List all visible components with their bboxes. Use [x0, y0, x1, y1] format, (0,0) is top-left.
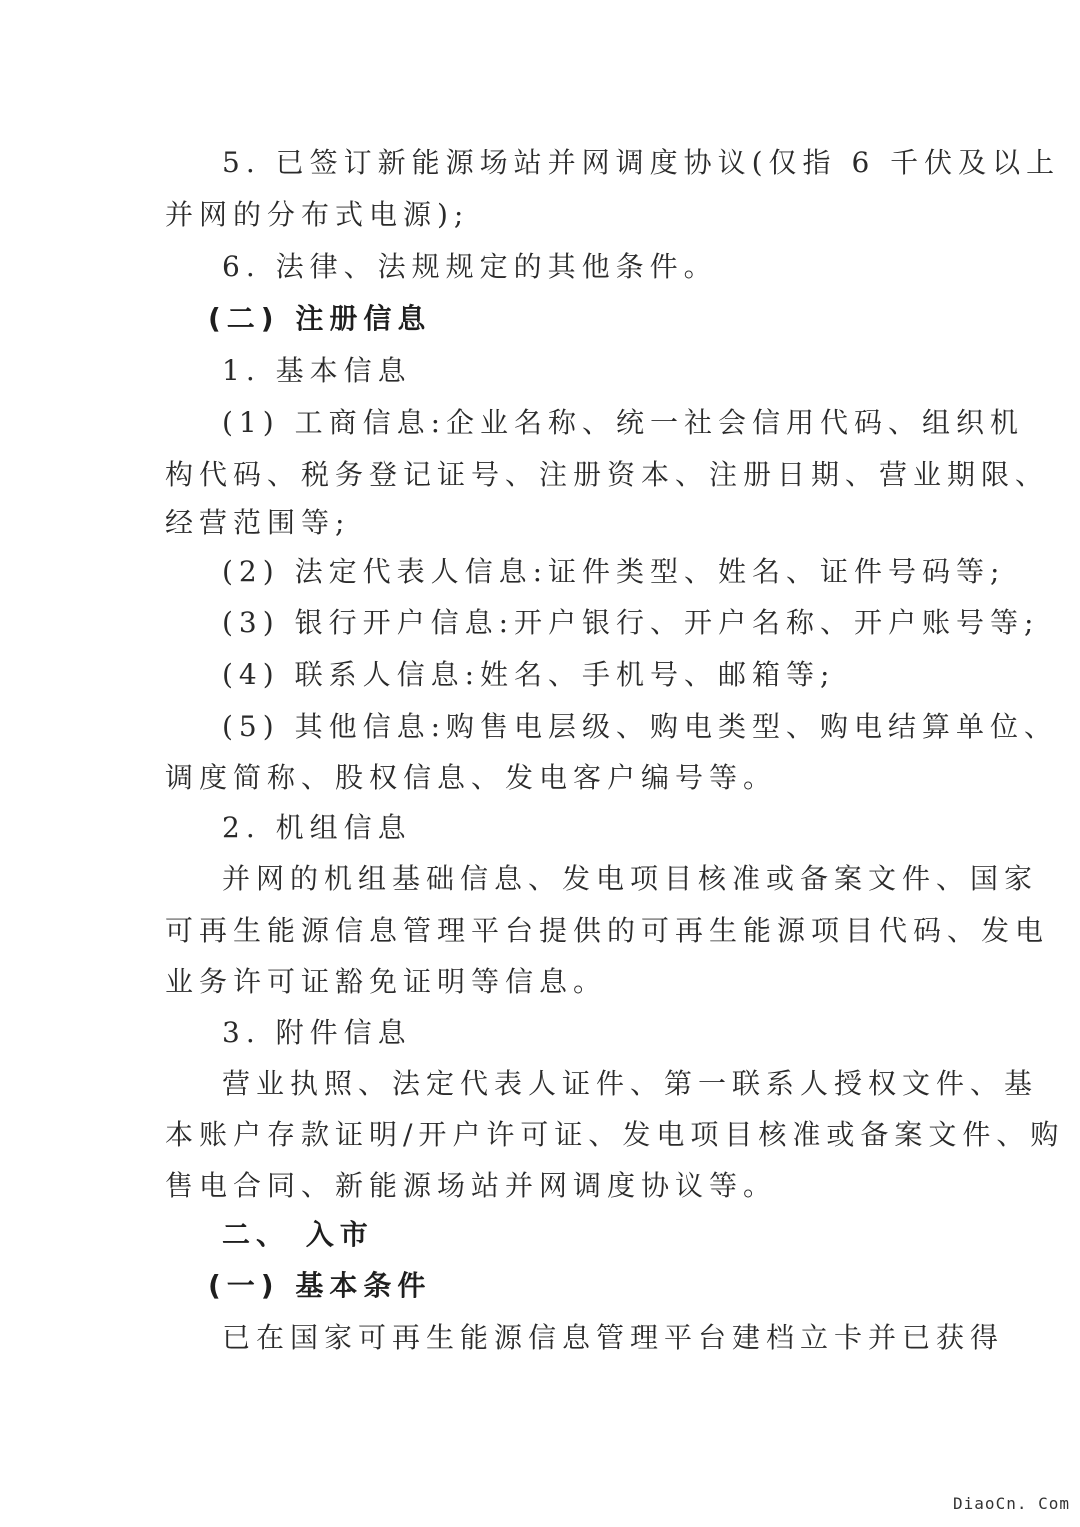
- basic-info-heading: 1. 基本信息: [222, 354, 412, 387]
- p5-line1: (5) 其他信息:购售电层级、购电类型、购电结算单位、: [222, 710, 1058, 743]
- p2: (2) 法定代表人信息:证件类型、姓名、证件号码等;: [222, 555, 1006, 588]
- attach-line3: 售电合同、新能源场站并网调度协议等。: [165, 1169, 778, 1202]
- item6: 6. 法律、法规规定的其他条件。: [222, 250, 718, 283]
- p4: (4) 联系人信息:姓名、手机号、邮箱等;: [222, 658, 836, 691]
- section2-heading: (二) 注册信息: [208, 302, 432, 335]
- attach-heading: 3. 附件信息: [222, 1016, 412, 1049]
- chapter2-heading: 二、 入市: [222, 1218, 374, 1251]
- unit-line2: 可再生能源信息管理平台提供的可再生能源项目代码、发电: [165, 914, 1050, 947]
- attach-line2: 本账户存款证明/开户许可证、发电项目核准或备案文件、购: [165, 1118, 1065, 1151]
- p3: (3) 银行开户信息:开户银行、开户名称、开户账号等;: [222, 606, 1040, 639]
- last-line: 已在国家可再生能源信息管理平台建档立卡并已获得: [222, 1321, 1005, 1354]
- watermark: DiaoCn. Com: [953, 1494, 1070, 1513]
- unit-line3: 业务许可证豁免证明等信息。: [165, 965, 608, 998]
- p1-line3: 经营范围等;: [165, 506, 351, 539]
- p1-line2: 构代码、税务登记证号、注册资本、注册日期、营业期限、: [165, 458, 1050, 491]
- item5-line2: 并网的分布式电源);: [165, 198, 470, 231]
- p1-line1: (1) 工商信息:企业名称、统一社会信用代码、组织机: [222, 406, 1024, 439]
- p5-line2: 调度简称、股权信息、发电客户编号等。: [165, 761, 778, 794]
- unit-line1: 并网的机组基础信息、发电项目核准或备案文件、国家: [222, 862, 1039, 895]
- attach-line1: 营业执照、法定代表人证件、第一联系人授权文件、基: [222, 1067, 1039, 1100]
- unit-info-heading: 2. 机组信息: [222, 811, 412, 844]
- item5-line1: 5. 已签订新能源场站并网调度协议(仅指 6 千伏及以上: [222, 146, 1061, 179]
- basic-cond-heading: (一) 基本条件: [208, 1269, 432, 1302]
